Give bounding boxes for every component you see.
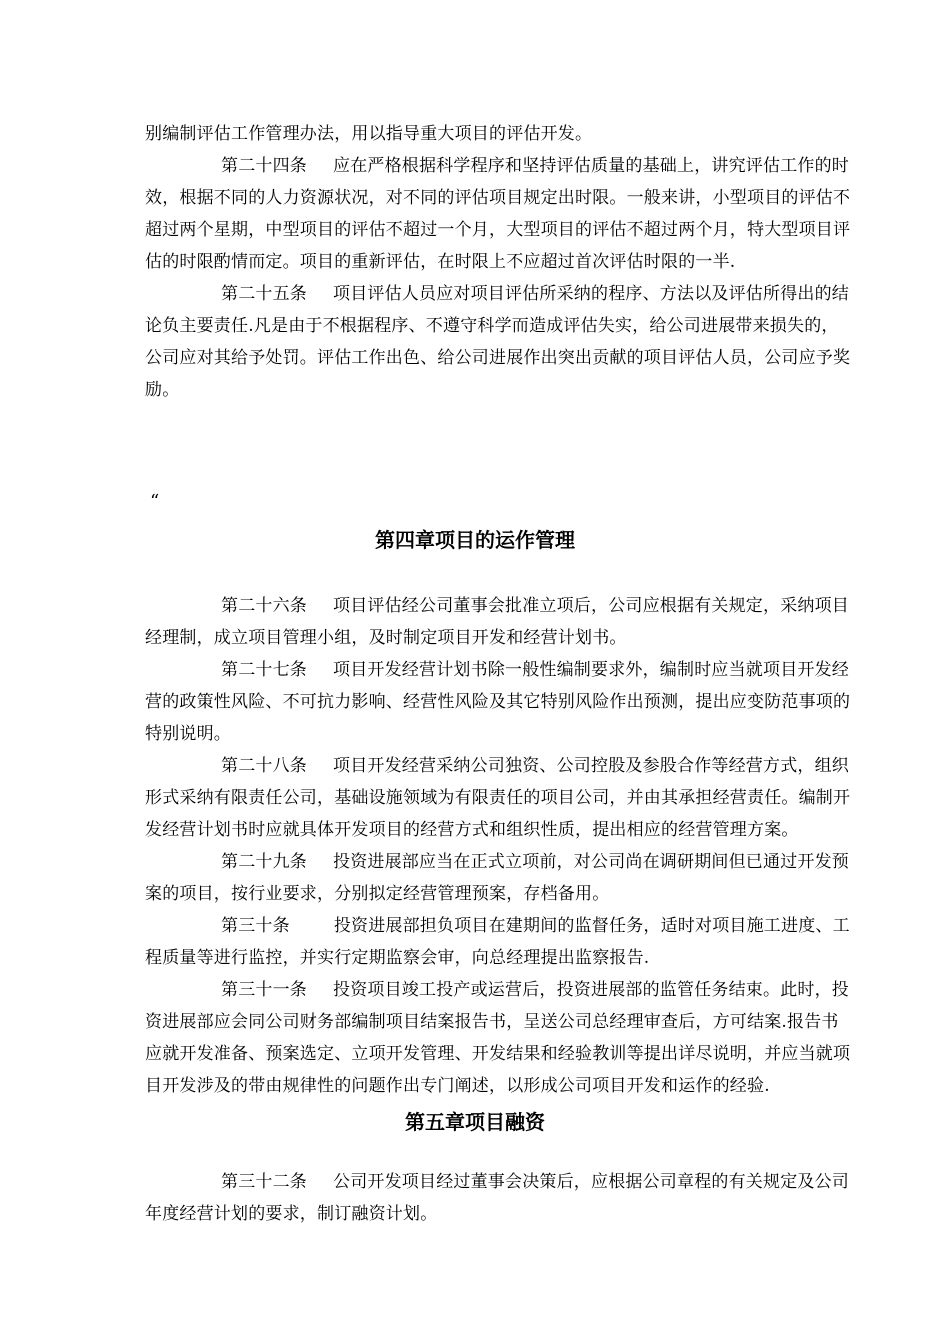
article-text: 投资项目竣工投产或运营后，投资进展部的监管任务结束。此时，投资进展部应会同公司财务部编制项目结案报告书，呈送公司总经理审查后，方可结案.报告书应就开发准备、预案选定、立项开发管理、开发结果和经验教训等提出详尽说明，并应当就项目开发涉及的带由规律性的问题作出专门阐述，以形成公司项目开发和运作的经验. xyxy=(145,980,851,1096)
chapter-4-title: 第四章项目的运作管理 xyxy=(375,528,575,552)
article-28 xyxy=(145,750,851,846)
paragraph-text: 别编制评估工作管理办法，用以指导重大项目的评估开发。 xyxy=(145,124,593,144)
article-27 xyxy=(145,654,851,750)
article-number: 第二十六条 xyxy=(221,596,307,616)
article-text: 项目开发经营采纳公司独资、公司控股及参股合作等经营方式，组织形式采纳有限责任公司，基础设施领域为有限责任的项目公司，并由其承担经营责任。编制开发经营计划书时应就具体开发项目的经营方式和组织性质，提出相应的经营管理方案。 xyxy=(145,756,851,840)
article-number: 第二十五条 xyxy=(221,284,307,304)
stray-quote-mark: “ xyxy=(150,491,160,512)
article-25 xyxy=(145,278,851,406)
article-32 xyxy=(145,1166,851,1230)
article-number: 第二十八条 xyxy=(221,756,307,776)
article-text: 项目评估人员应对项目评估所采纳的程序、方法以及评估所得出的结论负主要责任.凡是由于不根据程序、不遵守科学而造成评估失实，给公司进展带来损失的，公司应对其给予处罚。评估工作出色、给公司进展作出突出贡献的项目评估人员，公司应予奖励。 xyxy=(145,284,851,400)
article-text: 项目评估经公司董事会批准立项后，公司应根据有关规定，采纳项目经理制，成立项目管理小组，及时制定项目开发和经营计划书。 xyxy=(145,596,849,648)
article-number: 第三十条 xyxy=(221,916,290,936)
article-30 xyxy=(145,910,851,974)
article-31 xyxy=(145,974,851,1102)
article-number: 第二十九条 xyxy=(221,852,307,872)
article-26 xyxy=(145,590,851,654)
article-number: 第二十四条 xyxy=(221,156,307,176)
article-text: 投资进展部应当在正式立项前，对公司尚在调研期间但已通过开发预案的项目，按行业要求，分别拟定经营管理预案，存档备用。 xyxy=(145,852,849,904)
article-24 xyxy=(145,150,851,278)
article-29 xyxy=(145,846,851,910)
paragraph-continuation xyxy=(145,118,851,150)
chapter-5-body xyxy=(145,1166,851,1230)
article-number: 第三十一条 xyxy=(221,980,307,1000)
article-number: 第二十七条 xyxy=(221,660,307,680)
chapter-5-title: 第五章项目融资 xyxy=(405,1110,545,1134)
article-text: 公司开发项目经过董事会决策后，应根据公司章程的有关规定及公司年度经营计划的要求，制订融资计划。 xyxy=(145,1172,849,1224)
chapter-4-body xyxy=(145,590,851,1102)
article-text: 项目开发经营计划书除一般性编制要求外，编制时应当就项目开发经营的政策性风险、不可抗力影响、经营性风险及其它特别风险作出预测，提出应变防范事项的特别说明。 xyxy=(145,660,851,744)
text-block-continued xyxy=(145,118,851,406)
article-text: 投资进展部担负项目在建期间的监督任务，适时对项目施工进度、工程质量等进行监控，并实行定期监察会审，向总经理提出监察报告. xyxy=(145,916,850,968)
article-text: 应在严格根据科学程序和坚持评估质量的基础上，讲究评估工作的时效，根据不同的人力资源状况，对不同的评估项目规定出时限。一般来讲，小型项目的评估不超过两个星期，中型项目的评估不超过一个月，大型项目的评估不超过两个月，特大型项目评估的时限酌情而定。项目的重新评估，在时限上不应超过首次评估时限的一半. xyxy=(145,156,851,272)
article-number: 第三十二条 xyxy=(221,1172,307,1192)
